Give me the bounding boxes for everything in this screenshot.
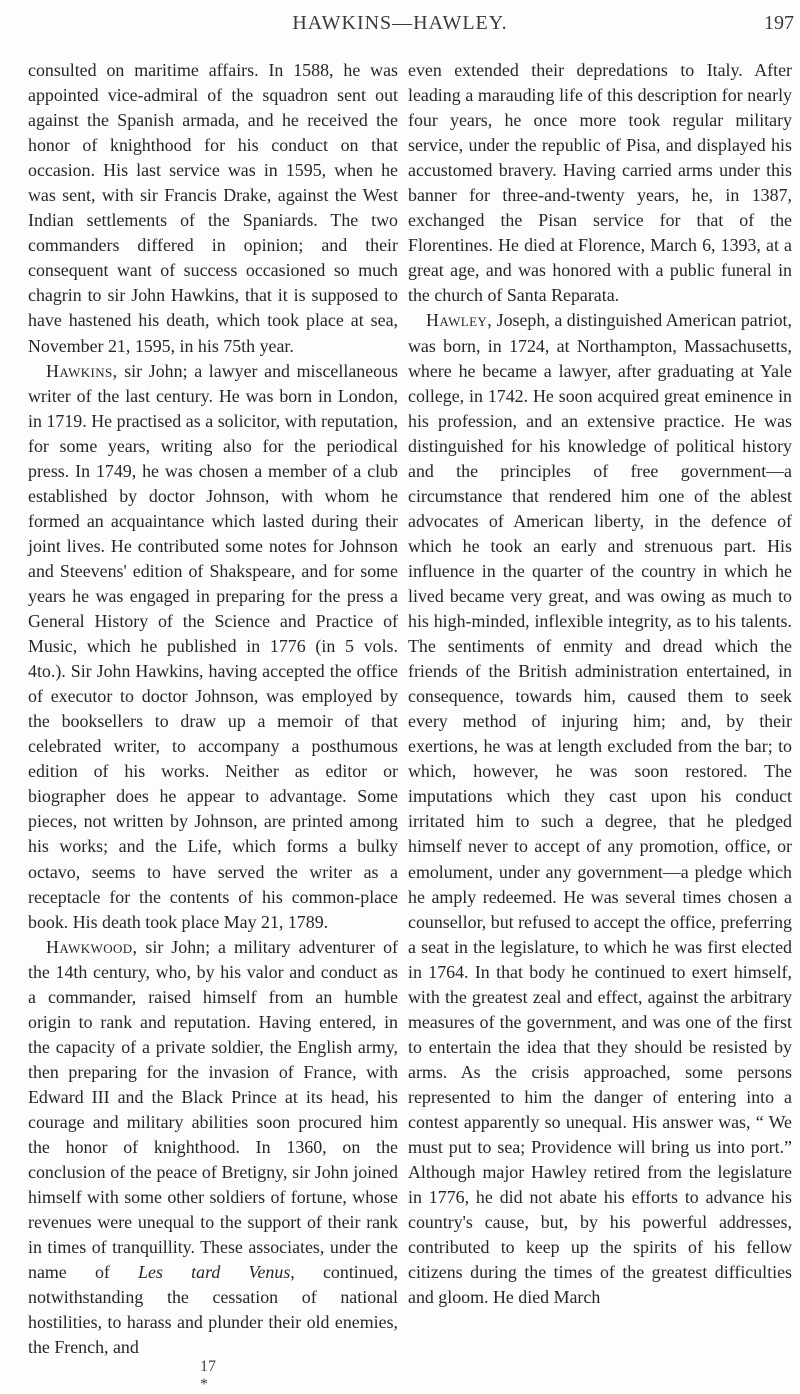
page-number: 197 xyxy=(764,12,794,34)
running-head-title: HAWKINS—HAWLEY. xyxy=(292,12,508,34)
entry-headword: Hawkwood, xyxy=(46,936,138,957)
entry-headword: Hawkins, xyxy=(46,360,118,381)
entry-text: Joseph, a distinguished American patriot, was born, in 1724, at Northampton, Massachusetts, where he became a lawyer, after graduating at Yale college, in 1742. He soon acquired great eminence in his profession, and an extensive practice. He was distinguished for his knowledge of political history and the principles of free government—a circumstance that rendered him one of the ablest advocates of American liberty, in the defence of which he took an early and strenuous part. His influence in the quarter of the country in which he lived became very great, and was owing as much to his high-minded, inflexible integrity, as to his talents. The sentiments of enmity and dread which the friends of the British administration entertained, in consequence, towards him, caused them to seek every method of injuring him; and, by their exertions, he was at length excluded from the bar; to which, however, he was soon restored. The imputations which they cast upon his conduct irritated him to such a degree, that he pledged himself never to accept of any promotion, office, or emolument, under any government—a pledge which he amply redeemed. He was several times chosen a counsellor, but refused to accept the office, preferring a seat in the legislature, to which he was first elected in 1764. In that body he continued to exert himself, with the greatest zeal and effect, against the arbitrary measures of the government, and was one of the first to entertain the idea that they should be resisted by arms. As the crisis approached, some persons represented to him the danger of entering into a contest apparently so unequal. His answer was, “ We must put to sea; Providence will bring us into port.” Although major Hawley retired from the legislature in 1776, he did not abate his efforts to advance his country's cause, but, by his powerful addresses, contributed to keep up the spirits of his fellow citizens during the times of the greatest difficulties and gloom. He died March xyxy=(408,310,792,1308)
running-head xyxy=(0,10,800,40)
entry-text-end: , continued, notwithstanding the cessation of national hostilities, to harass and plunder their old enemies, the French, and xyxy=(28,1262,399,1358)
entry-hawley-joseph xyxy=(408,308,792,1310)
entry-text: sir John; a lawyer and miscellaneous writer of the last century. He was born in London, in 1719. He practised as a solicitor, with reputation, for some years, writing also for the periodical press. In 1749, he was chosen a member of a club established by doctor Johnson, with whom he formed an acquaintance which lasted during their joint lives. He contributed some notes for Johnson and Steevens' edition of Shakspeare, and for some years he was engaged in preparing for the press a General History of the Science and Practice of Music, which he published in 1776 (in 5 vols. 4to.). Sir John Hawkins, having accepted the office of executor to doctor Johnson, was employed by the booksellers to draw up a memoir of that celebrated writer, to accompany a posthumous edition of his works. Neither as editor or biographer does he appear to advantage. Some pieces, not written by Johnson, are printed among his works; and the Life, which forms a bulky octavo, seems to have served the writer as a receptacle for the contents of his common-place book. His death took place May 21, 1789. xyxy=(28,360,398,932)
entry-headword: Hawley, xyxy=(426,310,493,331)
signature-mark: 17 * xyxy=(200,1358,216,1393)
italic-term: Les tard Venus xyxy=(138,1262,291,1283)
right-column xyxy=(408,58,792,1310)
entry-hawkins-john xyxy=(28,359,398,935)
paragraph-text: even extended their depredations to Italy. After leading a marauding life of this description for nearly four years, he once more took regular military service, under the republic of Pisa, and displayed his accustomed bravery. Having carried arms under this banner for three-and-twenty years, he, in 1387, exchanged the Pisan service for that of the Florentines. He died at Florence, March 6, 1393, at a great age, and was honored with a public funeral in the church of Santa Reparata. xyxy=(408,60,792,306)
paragraph-hawkins-continued xyxy=(28,58,398,359)
entry-hawkwood-john xyxy=(28,935,398,1361)
paragraph-hawkwood-continued xyxy=(408,58,792,308)
left-column xyxy=(28,58,398,1360)
entry-text: sir John; a military adventurer of the 14th century, who, by his valor and conduct as a commander, raised himself from an humble origin to rank and reputation. Having entered, in the capacity of a private soldier, the English army, then preparing for the invasion of France, with Edward III and the Black Prince at its head, his courage and military abilities soon procured him the honor of knighthood. In 1360, on the conclusion of the peace of Bretigny, sir John joined himself with some other soldiers of fortune, whose revenues were unequal to the support of their rank in times of tranquillity. These associates, under the name of xyxy=(28,936,398,1283)
paragraph-text: consulted on maritime affairs. In 1588, he was appointed vice-admiral of the squadron sent out against the Spanish armada, and he received the honor of knighthood for his conduct on that occasion. His last service was in 1595, when he was sent, with sir Francis Drake, against the West Indian settlements of the Spaniards. The two commanders differed in opinion; and their consequent want of success occasioned so much chagrin to sir John Hawkins, that it is supposed to have hastened his death, which took place at sea, November 21, 1595, in his 75th year. xyxy=(28,60,398,356)
